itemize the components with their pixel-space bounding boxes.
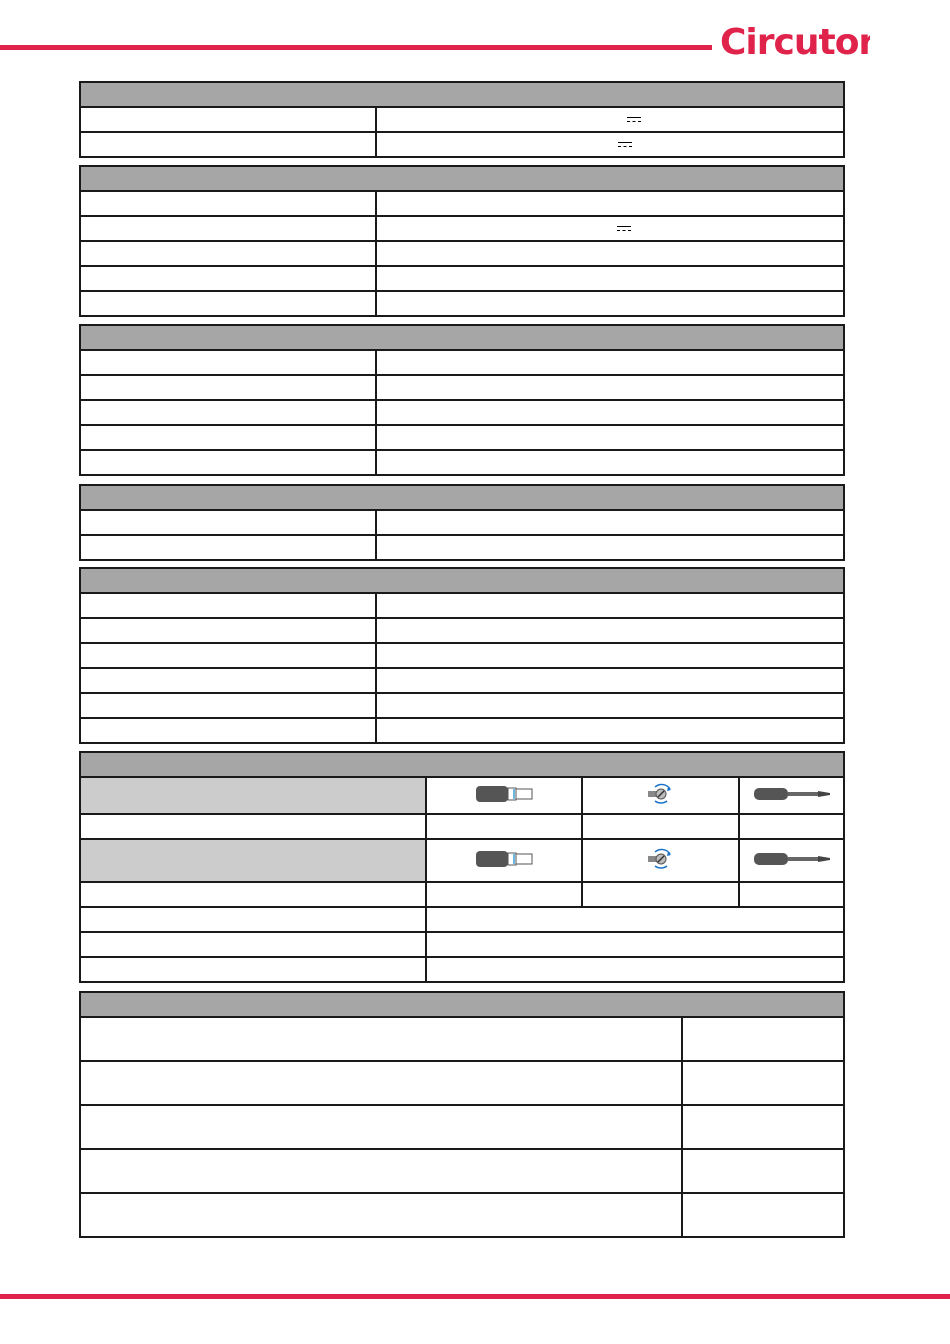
table-subheader — [80, 777, 426, 814]
spec-table-3 — [79, 324, 845, 476]
table-header — [80, 485, 844, 510]
dc-symbol-icon — [617, 226, 631, 232]
screw-torque-icon — [646, 847, 676, 871]
table-header — [80, 992, 844, 1017]
screwdriver-cell — [739, 839, 844, 882]
screwdriver-cell — [739, 777, 844, 814]
dc-symbol-icon — [618, 142, 632, 148]
ferrule-icon — [475, 849, 533, 869]
dc-symbol-icon — [627, 117, 641, 123]
table-header — [80, 166, 844, 191]
footer-accent-line — [0, 1294, 950, 1299]
table-header — [80, 752, 844, 777]
screwdriver-icon — [752, 784, 832, 804]
spec-table-connections — [79, 751, 845, 983]
screw-torque-icon — [646, 782, 676, 806]
circutor-logo — [720, 22, 870, 71]
ferrule-cell — [426, 839, 582, 882]
spec-table-5 — [79, 567, 845, 744]
ferrule-cell — [426, 777, 582, 814]
table-cell — [80, 107, 376, 132]
table-header — [80, 82, 844, 107]
logo-mark-icon — [720, 22, 870, 62]
ferrule-icon — [475, 784, 533, 804]
screwdriver-icon — [752, 849, 832, 869]
table-cell — [80, 132, 376, 157]
svg-text:Circutor: Circutor — [720, 22, 870, 62]
spec-table-7 — [79, 991, 845, 1238]
table-cell — [376, 132, 844, 157]
spec-table-2 — [79, 165, 845, 317]
torque-cell — [582, 777, 739, 814]
table-subheader — [80, 839, 426, 882]
torque-cell — [582, 839, 739, 882]
spec-table-1 — [79, 81, 845, 158]
table-header — [80, 568, 844, 593]
spec-table-4 — [79, 484, 845, 561]
header-accent-line — [0, 45, 712, 50]
table-header — [80, 325, 844, 350]
table-cell — [376, 107, 844, 132]
